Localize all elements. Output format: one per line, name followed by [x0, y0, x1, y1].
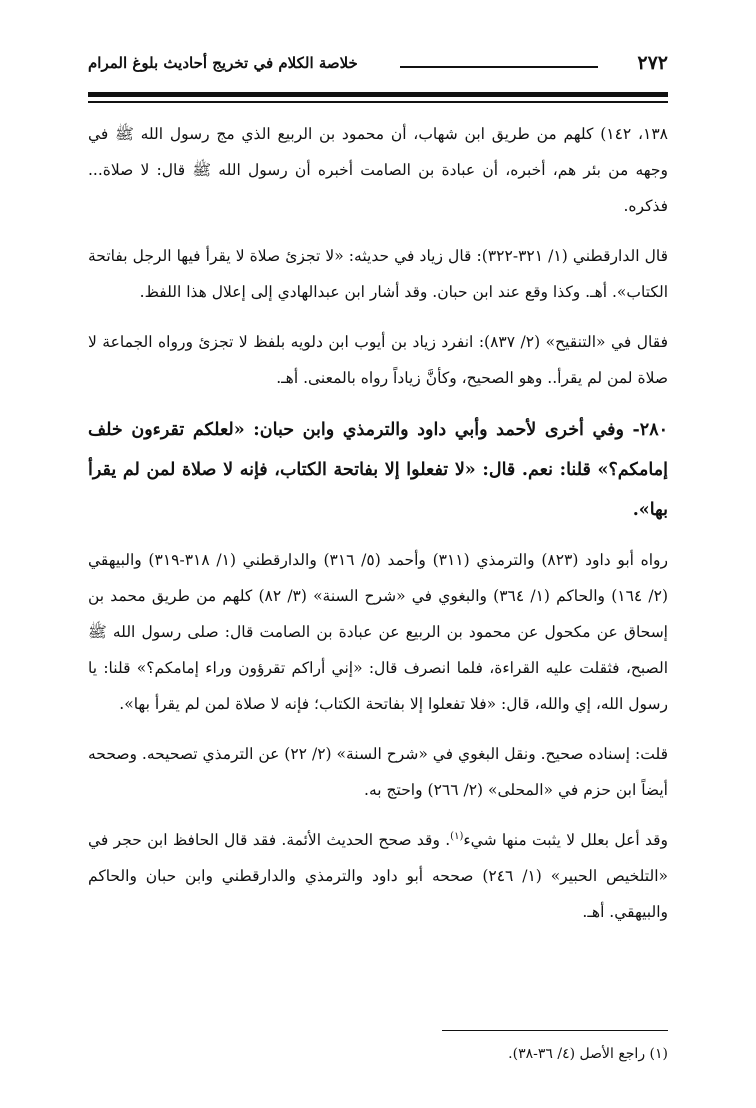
paragraph-6-start: وقد أعل بعلل لا يثبت منها شيء	[463, 831, 668, 849]
header-rule-thick	[88, 92, 668, 97]
paragraph-1: ١٣٨، ١٤٢) كلهم من طريق ابن شهاب، أن محمود بن الربيع الذي مج رسول الله ﷺ في وجهه من بئر هم، أخبره، أن عبادة بن الصامت أخبره أن رسول الله ﷺ قال: لا صلاة... فذكره.	[88, 125, 668, 215]
footnote-rule	[442, 1030, 668, 1031]
paragraph-2: قال الدارقطني (١/ ٣٢١-٣٢٢): قال زياد في حديثه: «لا تجزئ صلاة لا يقرأ فيها الرجل بفاتحة الكتاب». أهـ. وكذا وقع عند ابن حبان. وقد أشار ابن عبدالهادي إلى إعلال هذا اللفظ.	[88, 247, 669, 301]
page-body	[88, 116, 668, 944]
paragraph-6	[88, 822, 668, 930]
footnote-1: (١) راجع الأصل (٤/ ٣٦-٣٨).	[508, 1046, 668, 1062]
paragraph-4: رواه أبو داود (٨٢٣) والترمذي (٣١١) وأحمد (٥/ ٣١٦) والدارقطني (١/ ٣١٨-٣١٩) والبيهقي (٢/ ١٦٤) والحاكم (١/ ٣٦٤) والبغوي في «شرح السنة» (٣/ ٨٢) كلهم من طريق محمد بن إسحاق عن مكحول عن محمود بن الربيع عن عبادة بن الصامت قال: صلى رسول الله ﷺ الصبح، فثقلت عليه القراءة، فلما انصرف قال: «إني أراكم تقرؤون وراء إمامكم؟» قلنا: يا رسول الله، إي والله، قال: «فلا تفعلوا إلا بفاتحة الكتاب؛ فإنه لا صلاة لمن لم يقرأ بها».	[88, 551, 669, 713]
hadith-280: ٢٨٠- وفي أخرى لأحمد وأبي داود والترمذي وابن حبان: «لعلكم تقرءون خلف إمامكم؟» قلنا: نعم. قال: «لا تفعلوا إلا بفاتحة الكتاب، فإنه لا صلاة لمن لم يقرأ بها».	[88, 420, 668, 520]
book-title: خلاصة الكلام في تخريج أحاديث بلوغ المرام	[88, 54, 358, 72]
paragraph-3: فقال في «التنقيح» (٢/ ٨٣٧): انفرد زياد بن أيوب ابن دلويه بلفظ لا تجزئ ورواه الجماعة لا صلاة لمن لم يقرأ.. وهو الصحيح، وكأنَّ زياداً رواه بالمعنى. أهـ.	[88, 333, 668, 387]
header-dash-line	[400, 66, 598, 68]
header-rule-thin	[88, 101, 668, 103]
paragraph-6-end: . وقد صحح الحديث الأئمة. فقد قال الحافظ ابن حجر في «التلخيص الحبير» (١/ ٢٤٦) صححه أبو داود والترمذي والدارقطني وابن حبان والحاكم والبيهقي. أهـ.	[88, 831, 668, 921]
running-header	[88, 52, 668, 86]
paragraph-5: قلت: إسناده صحيح. ونقل البغوي في «شرح السنة» (٢/ ٢٢) عن الترمذي تصحيحه. وصححه أيضاً ابن حزم في «المحلى» (٢/ ٢٦٦) واحتج به.	[88, 745, 668, 799]
page-number: ٢٧٢	[637, 52, 668, 74]
footnote-reference: (١)	[450, 830, 464, 842]
